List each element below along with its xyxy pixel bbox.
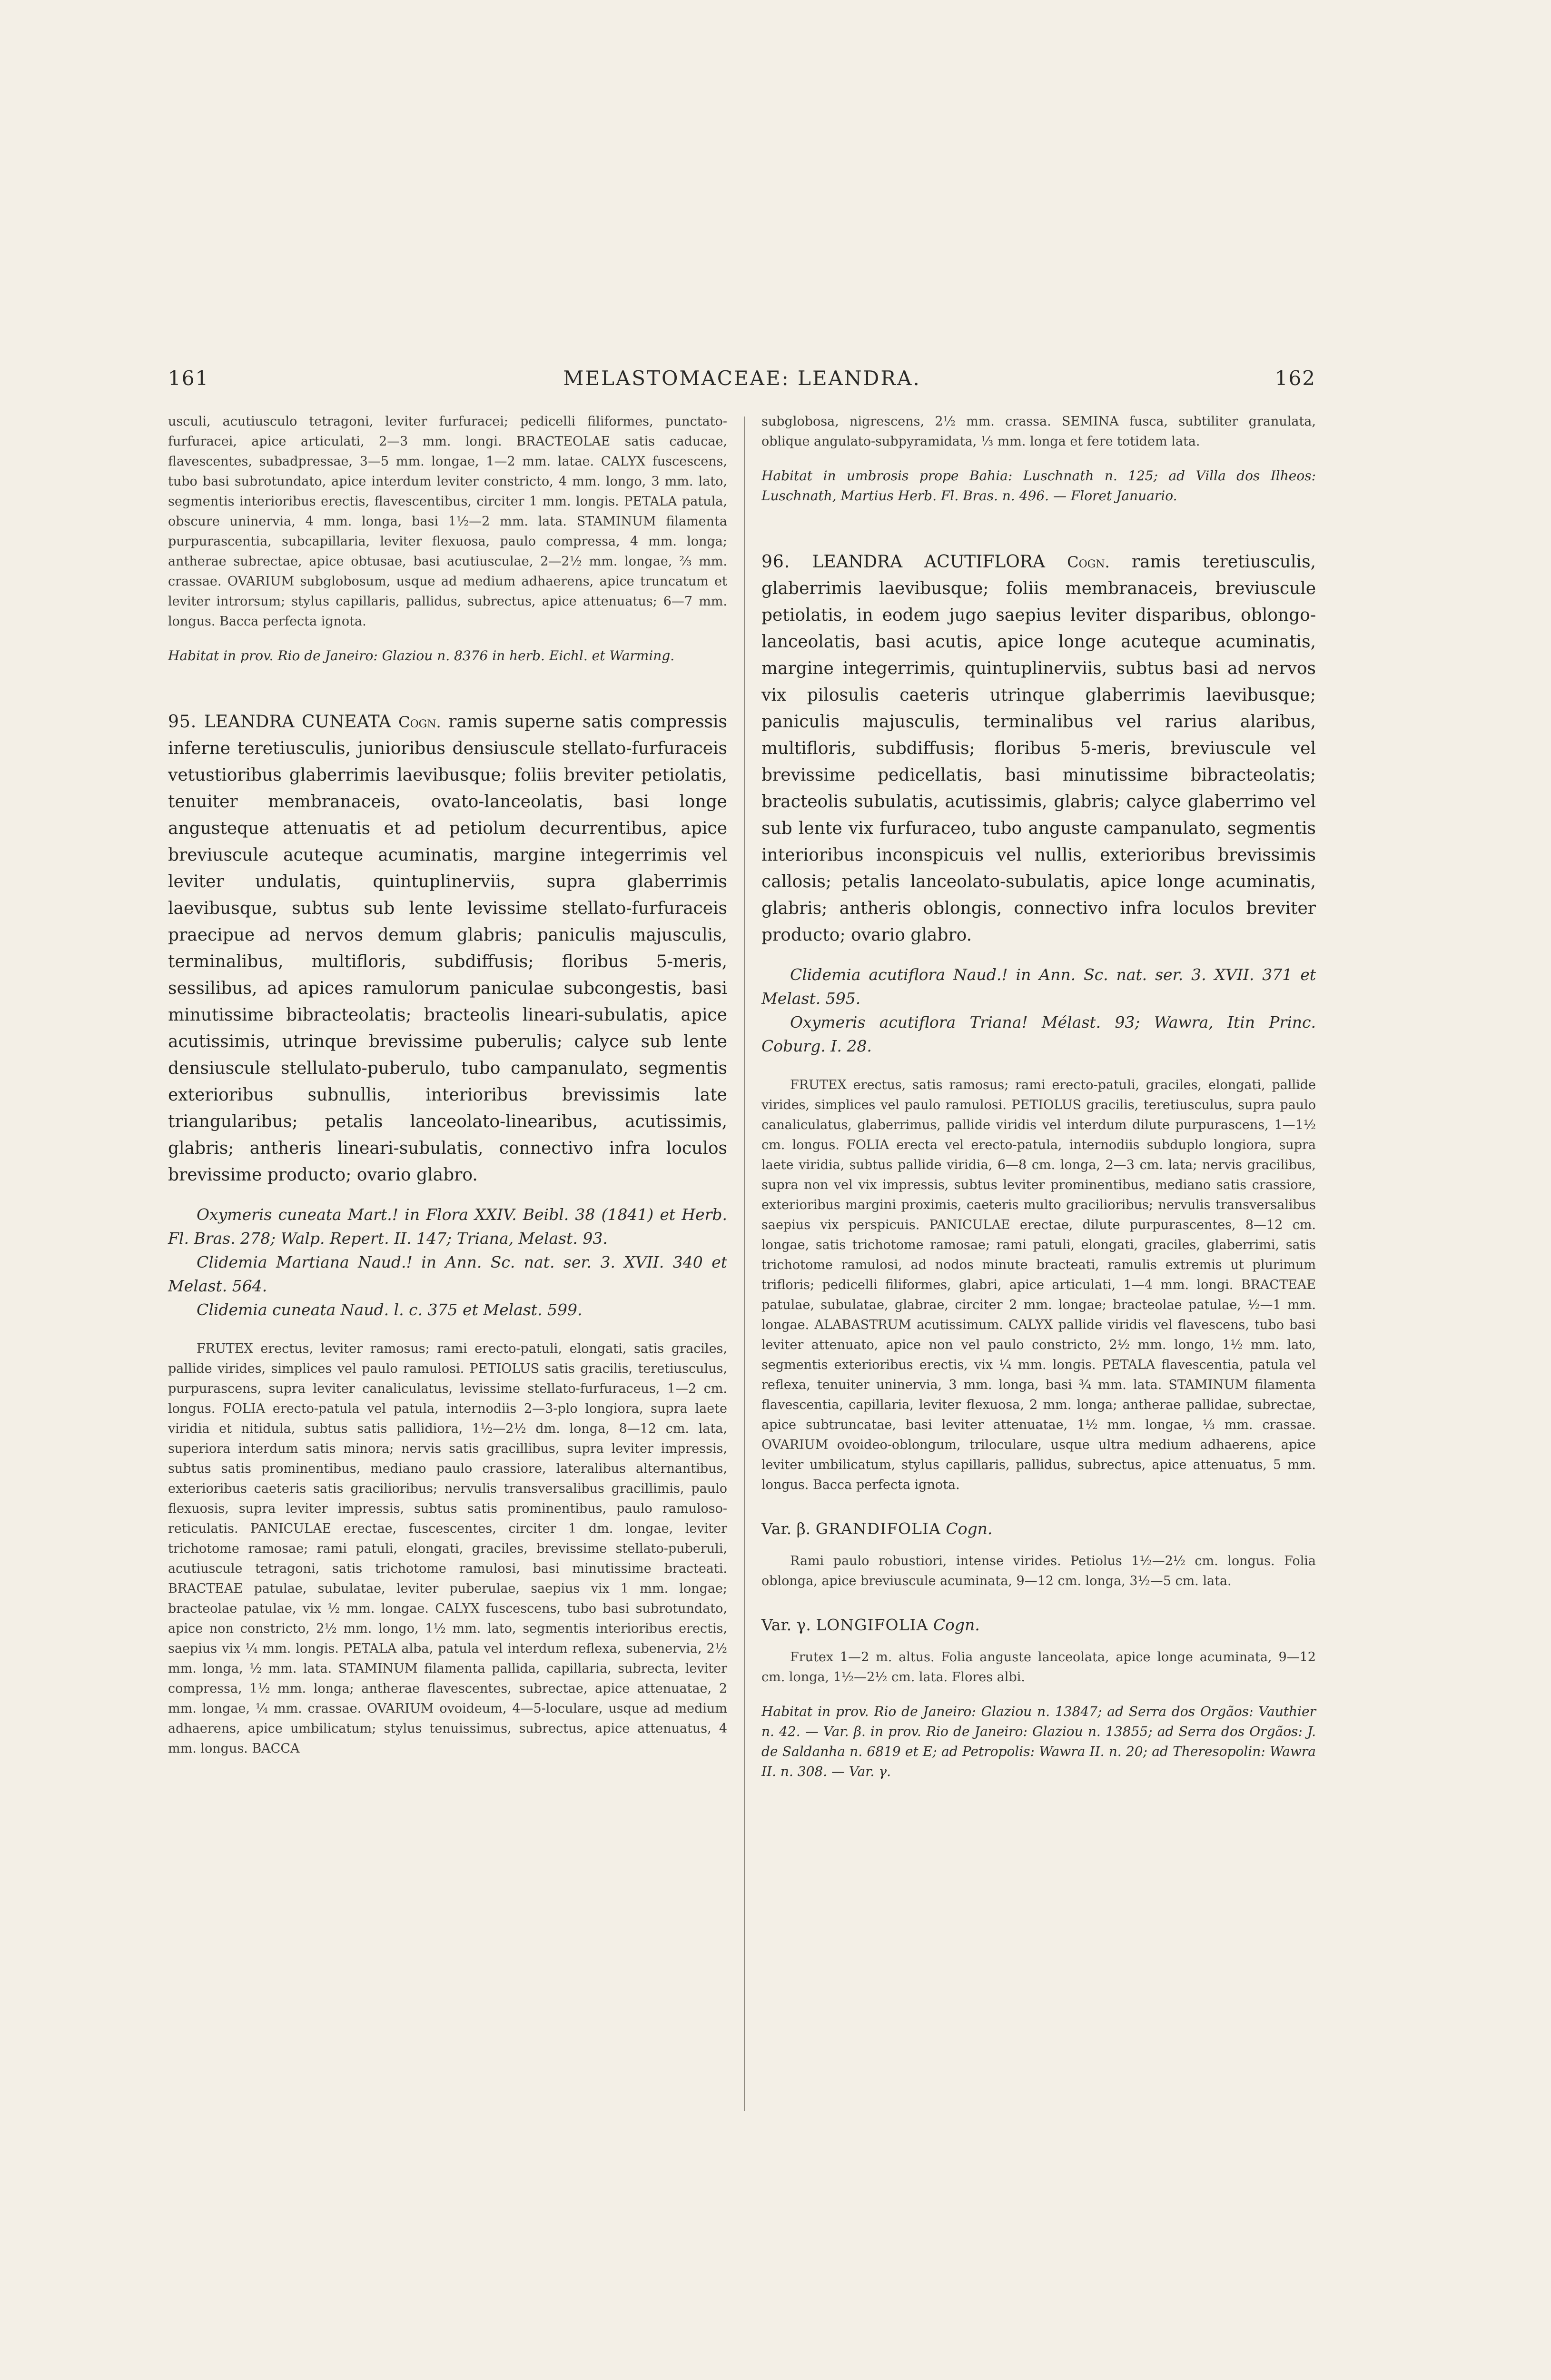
right-column [761,412,1316,1782]
variety-beta-heading [761,1517,1316,1541]
synonym-2: Oxymeris acutiflora Triana! Mélast. 93; Wawra, Itin Princ. Coburg. I. 28. [761,1013,1316,1055]
variety-author: Cogn. [946,1519,993,1538]
variety-name: LONGIFOLIA [816,1616,929,1634]
species-author: Cogn. [1067,553,1110,571]
continued-description: subglobosa, nigrescens, 2½ mm. crassa. SEMINA fusca, subtiliter granulata, oblique angulato-subpyramidata, ⅓ mm. longa et fere totidem lata. [761,414,1316,449]
species-author: Cogn. [398,713,441,731]
species-name: LEANDRA ACUTIFLORA [812,552,1045,572]
diagnosis-text: ramis superne satis compressis inferne teretiusculis, junioribus densiuscule stellato-furfuraceis vetustioribus glaberrimis laevibusque; foliis breviter petiolatis, tenuiter membranaceis, ovato-lanceolatis, basi longe angusteque attenuatis et ad petiolum decurrentibus, apice breviuscule acuteque acuminatis, margine integerrimis vel leviter undulatis, quintuplinerviis, supra glaberrimis laevibusque, subtus sub lente levissime stellato-furfuraceis praecipue ad nervos demum glabris; paniculis majusculis, terminalibus, multifloris, subdiffusis; floribus 5-meris, sessilibus, ad apices ramulorum paniculae subcongestis, basi minutissime bibracteolatis; bracteolis lineari-subulatis, apice acutissimis, utrinque brevissime puberulis; calyce sub lente densiuscule stellulato-puberulo, tubo campanulato, segmentis exterioribus subnullis, interioribus brevissimis late triangularibus; petalis lanceolato-linearibus, acutissimis, glabris; antheris lineari-subulatis, connectivo infra loculos brevissime producto; ovario glabro. [168,712,728,1185]
variety-author: Cogn. [933,1616,980,1634]
variety-gamma-description: Frutex 1—2 m. altus. Folia anguste lanceolata, apice longe acuminata, 9—12 cm. longa, 1½—2½ cm. lata. Flores albi. [761,1650,1316,1685]
species-number: 96. [761,552,790,572]
variety-label: Var. γ. [761,1616,811,1634]
running-title: MELASTOMACEAE: LEANDRA. [563,367,921,390]
habitat-note: Habitat in prov. Rio de Janeiro: Glaziou n. 8376 in herb. Eichl. et Warming. [168,648,675,664]
page-header [168,362,1316,400]
page-number-right: 162 [1274,367,1316,390]
synonym-3: Clidemia cuneata Naud. l. c. 375 et Melast. 599. [197,1300,583,1319]
variety-gamma-heading [761,1613,1316,1637]
habitat-note: Habitat in umbrosis prope Bahia: Luschnath n. 125; ad Villa dos Ilheos: Luschnath, Martius Herb. Fl. Bras. n. 496. — Floret Januario. [761,468,1316,504]
synonym-1: Oxymeris cuneata Mart.! in Flora XXIV. Beibl. 38 (1841) et Herb. Fl. Bras. 278; Walp. Repert. II. 147; Triana, Melast. 93. [168,1205,727,1248]
species-95-description: FRUTEX erectus, leviter ramosus; rami erecto-patuli, elongati, satis graciles, pallide virides, simplices vel paulo ramulosi. PETIOLUS satis gracilis, teretiusculus, purpurascens, supra leviter canaliculatus, levissime stellato-furfuraceus, 1—2 cm. longus. FOLIA erecto-patula vel patula, internodiis 2—3-plo longiora, supra laete viridia et nitidula, subtus satis pallidiora, 1½—2½ dm. longa, 8—12 cm. lata, superiora interdum satis minora; nervis satis gracillibus, supra leviter impressis, subtus satis prominentibus, mediano paulo crassiore, lateralibus alternantibus, exterioribus caeteris satis gracilioribus; nervulis transversalibus gracillimis, paulo flexuosis, supra leviter impressis, subtus satis prominentibus, paulo ramuloso-reticulatis. PANICULAE erectae, fuscescentes, circiter 1 dm. longae, leviter trichotome ramosae; rami patuli, elongati, graciles, brevissime stellato-puberuli, acutiuscule tetragoni, satis trichotome ramulosi, basi minutissime bracteati. BRACTEAE patulae, subulatae, leviter puberulae, saepius vix 1 mm. longae; bracteolae patulae, vix ½ mm. longae. CALYX fuscescens, tubo basi subrotundato, apice non constricto, 2½ mm. longo, 1½ mm. lato, segmentis interioribus erectis, saepius vix ¼ mm. longis. PETALA alba, patula vel interdum reflexa, subenervia, 2½ mm. longa, ½ mm. lata. STAMINUM filamenta pallida, capillaria, subrecta, leviter compressa, 1½ mm. longa; antherae flavescentes, subrectae, apice attenuatae, 2 mm. longae, ¼ mm. crassae. OVARIUM ovoideum, 4—5-loculare, usque ad medium adhaerens, apice umbilicatum; stylus tenuissimus, subrectus, apice attenuatus, 4 mm. longus. BACCA [168,1341,727,1756]
synonymy [761,963,1316,1058]
species-name: LEANDRA CUNEATA [204,712,391,732]
species-number: 95. [168,712,197,732]
column-divider [744,416,745,2111]
synonym-2: Clidemia Martiana Naud.! in Ann. Sc. nat. ser. 3. XVII. 340 et Melast. 564. [168,1253,727,1295]
page-number-left: 161 [168,367,209,390]
habitat-note: Habitat in prov. Rio de Janeiro: Glaziou n. 13847; ad Serra dos Orgãos: Vauthier n. 42. — Var. β. in prov. Rio de Janeiro: Glaziou n. 13855; ad Serra dos Orgãos: J. de Saldanha n. 6819 et E; ad Petropolis: Wawra II. n. 20; ad Theresopolin: Wawra II. n. 308. — Var. γ. [761,1704,1316,1779]
species-96-description: FRUTEX erectus, satis ramosus; rami erecto-patuli, graciles, elongati, pallide virides, simplices vel paulo ramulosi. PETIOLUS gracilis, teretiusculus, supra paulo canaliculatus, glaberrimus, pallide viridis vel interdum dilute purpurascens, 1—1½ cm. longus. FOLIA erecta vel erecto-patula, internodiis subduplo longiora, supra laete viridia, subtus pallide viridia, 6—8 cm. longa, 2—3 cm. lata; nervis gracilibus, supra non vel vix impressis, subtus leviter prominentibus, mediano satis crassiore, exterioribus margini proximis, caeteris multo gracilioribus; nervulis transversalibus saepius vix perspicuis. PANICULAE erectae, dilute purpurascentes, 8—12 cm. longae, satis trichotome ramosae; rami patuli, elongati, graciles, glaberrimi, satis trichotome ramulosi, ad nodos minute bracteati, ramulis extremis ut plurimum trifloris; pedicelli filiformes, glabri, apice articulati, 1—4 mm. longi. BRACTEAE patulae, subulatae, glabrae, circiter 2 mm. longae; bracteolae patulae, ½—1 mm. longae. ALABASTRUM acutissimum. CALYX pallide viridis vel flavescens, tubo basi leviter attenuato, apice non vel paulo constricto, 2½ mm. longo, 1½ mm. lato, segmentis exterioribus erectis, vix ¼ mm. longis. PETALA flavescentia, patula vel reflexa, tenuiter uninervia, 3 mm. longa, basi ¾ mm. lata. STAMINUM filamenta flavescentia, capillaria, leviter flexuosa, 2 mm. longa; antherae pallidae, subrectae, apice subtruncatae, basi leviter attenuatae, 1½ mm. longae, ⅓ mm. crassae. OVARIUM ovoideo-oblongum, triloculare, usque ultra medium adhaerens, apice leviter umbilicatum, stylus capillaris, pallidus, subrectus, apice attenuatus, 5 mm. longus. Bacca perfecta ignota. [761,1078,1316,1492]
left-column [168,412,727,1759]
species-96-diagnosis [761,549,1316,949]
continued-description: usculi, acutiusculo tetragoni, leviter furfuracei; pedicelli filiformes, punctato-furfuracei, apice articulati, 2—3 mm. longi. BRACTEOLAE satis caducae, flavescentes, subadpressae, 3—5 mm. longae, 1—2 mm. latae. CALYX fuscescens, tubo basi subrotundato, apice interdum leviter constricto, 4 mm. longo, 3 mm. lato, segmentis interioribus erectis, flavescentibus, circiter 1 mm. longis. PETALA patula, obscure uninervia, 4 mm. longa, basi 1½—2 mm. lata. STAMINUM filamenta purpurascentia, subcapillaria, leviter flexuosa, paulo compressa, 4 mm. longa; antherae subrectae, apice obtusae, basi acutiusculae, 2—2½ mm. longae, ⅔ mm. crassae. OVARIUM subglobosum, usque ad medium adhaerens, apice truncatum et leviter introrsum; stylus capillaris, pallidus, subrectus, apice attenuatus; 6—7 mm. longus. Bacca perfecta ignota. [168,414,727,629]
variety-beta-description: Rami paulo robustiori, intense virides. Petiolus 1½—2½ cm. longus. Folia oblonga, apice breviuscule acuminata, 9—12 cm. longa, 3½—5 cm. lata. [761,1554,1316,1588]
synonym-1: Clidemia acutiflora Naud.! in Ann. Sc. nat. ser. 3. XVII. 371 et Melast. 595. [761,965,1316,1008]
variety-name: GRANDIFOLIA [815,1519,941,1538]
species-95-diagnosis [168,709,727,1189]
variety-label: Var. β. [761,1519,811,1538]
diagnosis-text: ramis teretiusculis, glaberrimis laevibusque; foliis membranaceis, breviuscule petiolatis, in eodem jugo saepius leviter disparibus, oblongo-lanceolatis, basi acutis, apice longe acuteque acuminatis, margine integerrimis, quintuplinerviis, subtus basi ad nervos vix pilosulis caeteris utrinque glaberrimis laevibusque; paniculis majusculis, terminalibus vel rarius alaribus, multifloris, subdiffusis; floribus 5-meris, breviuscule vel brevissime pedicellatis, basi minutissime bibracteolatis; bracteolis subulatis, acutissimis, glabris; calyce glaberrimo vel sub lente vix furfuraceo, tubo anguste campanulato, segmentis interioribus inconspicuis vel nullis, exterioribus brevissimis callosis; petalis lanceolato-subulatis, apice longe acuminatis, glabris; antheris oblongis, connectivo infra loculos breviter producto; ovario glabro. [761,552,1316,945]
synonymy [168,1203,727,1322]
